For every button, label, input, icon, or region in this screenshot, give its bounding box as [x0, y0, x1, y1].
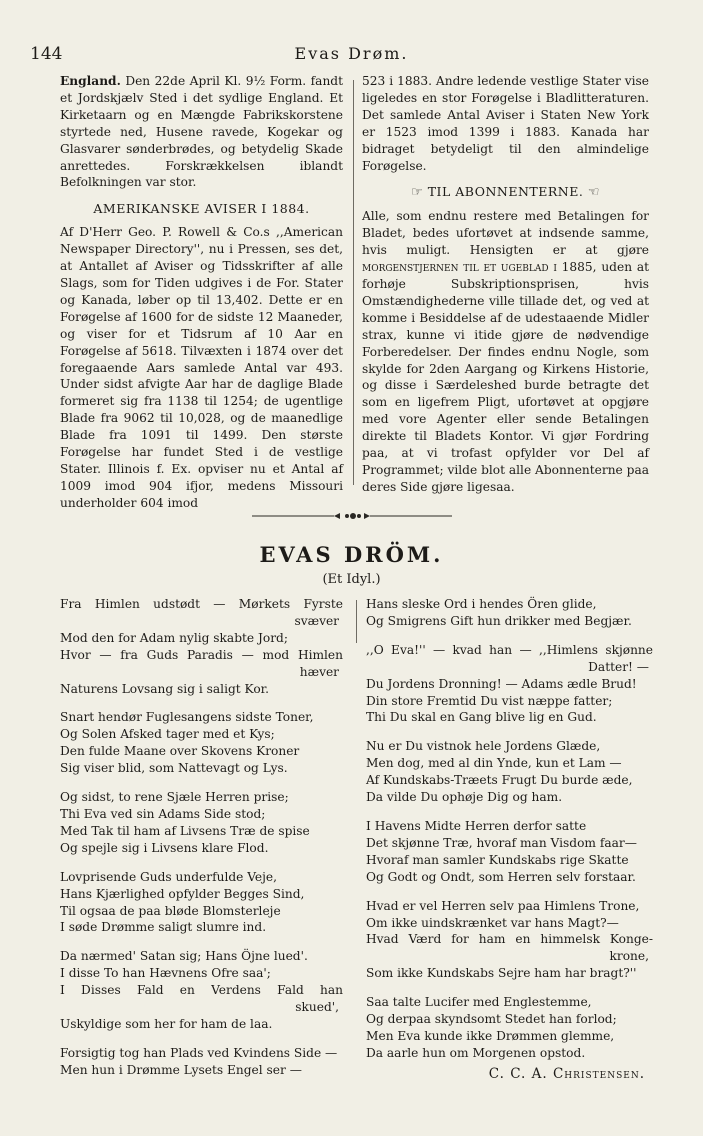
verse-line: Som ikke Kundskabs Sejre ham har bragt?'' [366, 966, 637, 981]
verse-line: Thi Du skal en Gang blive lig en Gud. [366, 710, 597, 725]
verse-line: Snart hendør Fuglesangens sidste Toner, [60, 710, 314, 725]
verse-line: Men dog, med al din Ynde, kun et Lam — [366, 756, 622, 771]
verse-line: skued', [295, 1000, 339, 1015]
stanza [366, 818, 653, 886]
verse-line: Og Smigrens Gift hun drikker med Begjær. [366, 613, 632, 628]
verse-line: Sig viser blid, som Nattevagt og Lys. [60, 761, 288, 776]
verse-line: Men hun i Drømme Lysets Engel ser — [60, 1062, 302, 1077]
verse-line: krone, [609, 949, 649, 964]
verse-line: Uskyldige som her for ham de laa. [60, 1016, 273, 1031]
right-column-articles [362, 73, 649, 496]
verse-line: Hans sleske Ord i hendes Ören glide, [366, 597, 597, 611]
verse-line: Og derpaa skyndsomt Stedet han forlod; [366, 1012, 617, 1027]
notice-heading [362, 184, 649, 202]
stanza [60, 948, 343, 1033]
poem-subtitle: (Et Idyl.) [322, 572, 381, 587]
verse-line: Lovprisende Guds underfulde Veje, [60, 869, 278, 884]
running-header [30, 44, 673, 66]
verse-line: I søde Drømme saligt slumre ind. [60, 920, 267, 935]
notice-text: uden at forhøje Subskriptionsprisen, hvis Omstændighederne ville tillade det, og ved at komme i Besiddelse af de udestaaende Midler strax, kunne vi itide gjøre de nødvendige Forberedelser. Der findes endnu Nogle, som skylde for 2den Aargang og Kirkens Historie, og disse i Særdeleshed burde betragte det som en ligefrem Pligt, ufortøvet at opgjøre med vore Agenter eller sende Betalingen direkte til Bladets Kontor. Vi gjør Fordring paa, at vi trofast opfylder vor Del af Programmet; vilde blot alle Abonnenterne paa deres Side gjøre ligesaa. [362, 260, 649, 494]
stanza [366, 642, 653, 727]
verse-line: Og Solen Afsked tager med et Kys; [60, 727, 275, 742]
running-title: Evas Drøm. [294, 44, 409, 63]
verse-line: Om ikke uindskrænket var hans Magt?— [366, 915, 619, 930]
article-continued: 523 i 1883. Andre ledende vestlige Stater vise ligeledes en stor Forøgelse i Bladlitteraturen. Det samlede Antal Aviser i Staten New York er 1523 imod 1399 i 1883. Kanada har bidraget betydeligt til den almindelige Forøgelse. [362, 74, 649, 173]
verse-line: Men Eva kunde ikke Drømmen glemme, [366, 1028, 615, 1043]
verse-line: Hvad er vel Herren selv paa Himlens Trone, [366, 898, 640, 913]
verse-line: Saa talte Lucifer med Englestemme, [366, 995, 592, 1010]
verse-line: Da nærmed' Satan sig; Hans Öjne lued'. [60, 949, 308, 964]
poem-title: EVAS DRÖM. [259, 542, 444, 567]
verse-line: Fra Himlen udstødt — Mørkets Fyrste [60, 597, 343, 611]
verse-line: Thi Eva ved sin Adams Side stod; [60, 806, 266, 821]
notice-smallcaps: morgenstjernen til et ugeblad i 1885, [362, 260, 597, 275]
stanza [366, 994, 653, 1062]
verse-line: Og spejle sig i Livsens klare Flod. [60, 840, 269, 855]
section-heading: AMERIKANSKE AVISER I 1884. [93, 201, 310, 217]
pointing-hand-icon: ☜ [587, 185, 600, 201]
verse-line: Med Tak til ham af Livsens Træ de spise [60, 823, 310, 838]
stanza [366, 596, 653, 630]
poem-right-column [366, 596, 653, 1083]
verse-line: Til ogsaa de paa bløde Blomsterleje [60, 903, 281, 918]
verse-line: Den fulde Maane over Skovens Kroner [60, 744, 300, 759]
verse-line: Da aarle hun om Morgenen opstod. [366, 1045, 586, 1060]
column-divider [356, 600, 357, 643]
verse-line: Hvoraf man samler Kundskabs rige Skatte [366, 852, 629, 867]
stanza [60, 1045, 343, 1079]
verse-line: Da vilde Du ophøje Dig og ham. [366, 790, 563, 805]
stanza [60, 709, 343, 777]
article-text: Den 22de April Kl. 9½ Form. fandt et Jordskjælv Sted i det sydlige England. Et Kirketaarn og en Mængde Fabrikskorstene styrtede ned, Husene ravede, Kogekar og Glasvarer sønderbrødes, og betydelig Skade anrettedes. Forskrækkelsen iblandt Befolkningen var stor. [60, 74, 344, 190]
verse-line: Du Jordens Dronning! — Adams ædle Brud! [366, 676, 637, 691]
verse-line: svæver [294, 613, 339, 628]
stanza [60, 596, 343, 697]
verse-line: ,,O Eva!'' — kvad han — ,,Himlens skjønne [366, 642, 653, 657]
verse-line: Af Kundskabs-Træets Frugt Du burde æde, [366, 773, 633, 788]
verse-line: Datter! — [588, 659, 649, 674]
verse-line: Din store Fremtid Du vist næppe fatter; [366, 693, 613, 708]
ornament-divider [252, 510, 452, 522]
verse-line: I disse To han Hævnens Ofre saa'; [60, 966, 271, 981]
verse-line: Mod den for Adam nylig skabte Jord; [60, 630, 288, 645]
verse-line: Det skjønne Træ, hvoraf man Visdom faar— [366, 835, 637, 850]
left-column-articles [60, 73, 343, 512]
verse-line: I Disses Fald en Verdens Fald han [60, 983, 343, 998]
column-divider [353, 80, 354, 485]
stanza [60, 789, 343, 857]
notice-heading-text: TIL ABONNENTERNE. [427, 184, 584, 200]
verse-line: Hans Kjærlighed opfylder Begges Sind, [60, 886, 305, 901]
article-abonnenter [362, 208, 649, 495]
poem-signature: C. C. A. Christensen. [488, 1065, 645, 1082]
verse-line: Naturens Lovsang sig i saligt Kor. [60, 681, 270, 696]
stanza [366, 898, 653, 983]
poem-left-column [60, 596, 343, 1091]
verse-line: Forsigtig tog han Plads ved Kvindens Side — [60, 1045, 338, 1060]
stanza [60, 869, 343, 937]
article-england [60, 73, 343, 191]
verse-line: I Havens Midte Herren derfor satte [366, 818, 587, 833]
verse-line: Hvor — fra Guds Paradis — mod Himlen [60, 647, 343, 662]
page-number: 144 [30, 44, 63, 64]
verse-line: hæver [299, 664, 339, 679]
verse-line: Nu er Du vistnok hele Jordens Glæde, [366, 739, 601, 754]
stanza [366, 738, 653, 806]
verse-line: Og sidst, to rene Sjæle Herren prise; [60, 790, 289, 805]
verse-line: Hvad Værd for ham en himmelsk Konge- [366, 932, 653, 947]
verse-line: Og Godt og Ondt, som Herren selv forstaar. [366, 869, 636, 884]
pointing-hand-icon: ☞ [411, 185, 424, 201]
article-lead: England. [60, 74, 121, 88]
notice-text: Alle, som endnu restere med Betalingen for Bladet, bedes ufortøvet at indsende samme, hvis muligt. Hensigten er at gjøre [362, 209, 649, 258]
article-amerikanske: Af D'Herr Geo. P. Rowell & Co.s ,,American Newspaper Directory'', nu i Pressen, ses det, at Antallet af Aviser og Tidsskrifter af alle Slags, som for Tiden udgives i de For. Stater og Kanada, løber op til 13,402. Dette er en Forøgelse af 1600 for de sidste 12 Maaneder, og viser for et Tidsrum af 10 Aar en Forøgelse af 5618. Tilvæxten i 1874 over det foregaaende Aars samlede Antal var 493. Under sidst afvigte Aar har de daglige Blade formeret sig fra 1138 til 1254; de ugentlige Blade fra 9062 til 10,028, og de maanedlige Blade fra 1091 til 1499. Den største Forøgelse har fundet Sted i de vestlige Stater. Illinois f. Ex. opviser nu et Antal af 1009 imod 904 ifjor, medens Missouri underholder 604 imod [60, 225, 343, 510]
